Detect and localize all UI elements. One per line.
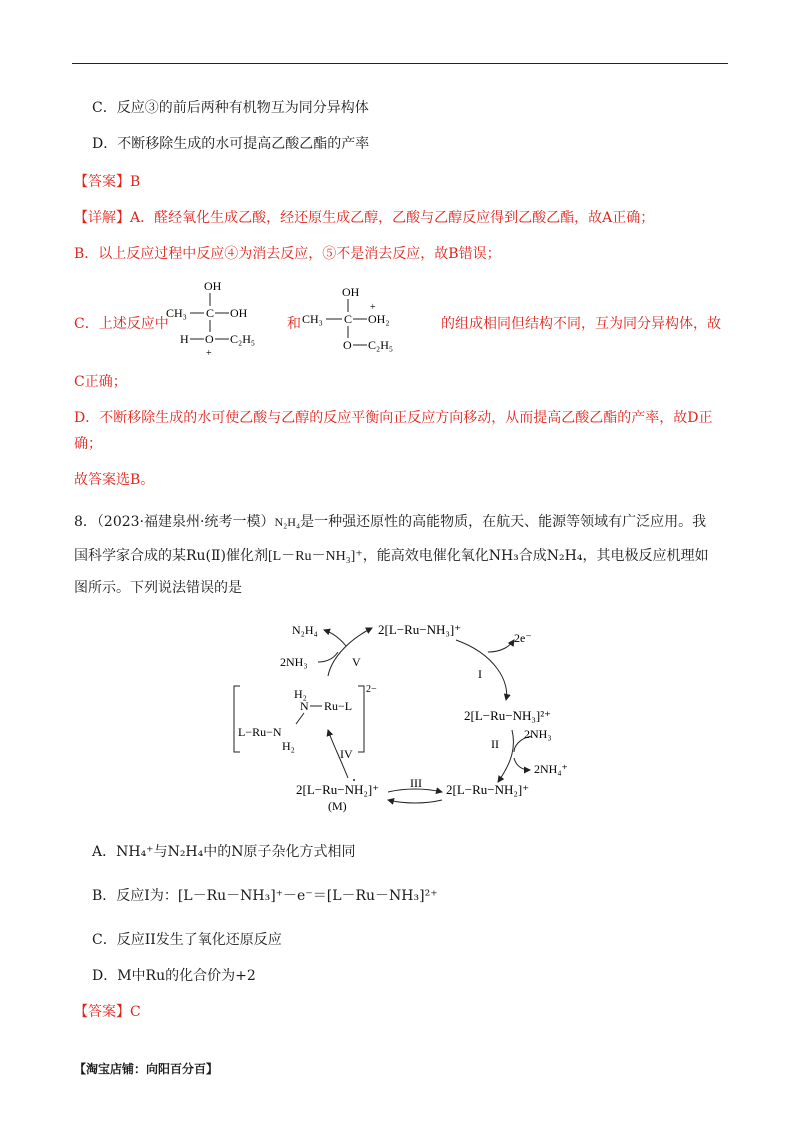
q8-line-3: 图所示。下列说法错误的是 — [74, 580, 242, 596]
q8-n2h4: N₂H₄ — [274, 515, 301, 529]
option-d: D．M中Ru的化合价为+2 — [92, 968, 256, 984]
q8-number: 8． — [74, 514, 97, 530]
struct-left-oh: OH — [204, 279, 222, 293]
mech-branch-2nh3 — [318, 652, 338, 662]
q8-line-1-rest: 是一种强还原性的高能物质，在航天、能源等领域有广泛应用。我 — [300, 514, 707, 530]
struct-left-oh2: OH — [230, 306, 248, 320]
mech-dimer-h2-bottom: H₂ — [282, 739, 295, 753]
mechanism-diagram — [220, 612, 600, 828]
struct-left-c2h5: C₂H₅ — [230, 332, 256, 346]
option-c-prev: C．反应③的前后两种有机物互为同分异构体 — [92, 100, 369, 116]
detail-line-3-suffix: 的组成相同但结构不同，互为同分异构体，故 — [441, 316, 721, 332]
struct-right-c2h5: C₂H₅ — [368, 338, 394, 352]
mech-bottom-right-species: 2[L−Ru−NH₂]⁺ — [446, 782, 530, 797]
mech-branch-e — [488, 640, 514, 652]
mech-branch-nh4 — [514, 758, 530, 770]
detail-line-2: B．以上反应过程中反应④为消去反应，⑤不是消去反应，故B错误； — [74, 246, 501, 262]
q8-line-2-b: ，能高效电催化氧化NH₃合成N₂H₄，其电极反应机理如 — [362, 548, 709, 564]
q8-catalyst: [L－Ru－NH₃]⁺ — [268, 549, 363, 564]
mech-step-i: I — [478, 667, 482, 681]
answer-label-prev: 【答案】B — [74, 174, 141, 190]
struct-left-ch3: CH₃ — [166, 306, 187, 320]
struct-left-c: C — [206, 306, 215, 320]
mech-m-label: (M) — [328, 799, 347, 813]
option-d-prev: D．不断移除生成的水可提高乙酸乙酯的产率 — [92, 136, 370, 152]
struct-left-h: H — [180, 332, 189, 346]
q8-line-1 — [74, 512, 706, 532]
mech-2nh3-in: 2NH₃ — [524, 727, 552, 741]
struct-right-oh: OH — [342, 285, 360, 299]
option-a: A．NH₄⁺与N₂H₄中的N原子杂化方式相同 — [92, 844, 356, 860]
struct-right-ch3: CH₃ — [302, 312, 323, 326]
q8-source: （2023·福建泉州·统考一模） — [96, 514, 275, 530]
mech-step-v: V — [352, 655, 361, 669]
mech-arc-ii — [498, 730, 513, 782]
struct-left-plus: + — [206, 348, 212, 359]
mech-top-species: 2[L−Ru−NH₃]⁺ — [378, 622, 462, 637]
detail-line-3-and: 和 — [287, 316, 301, 332]
mech-dimer-h2-top: H₂ — [294, 687, 307, 701]
mech-arrow-iii-back — [388, 800, 442, 803]
mech-step-iv: IV — [340, 747, 353, 761]
mech-right-species: 2[L−Ru−NH₃]²⁺ — [464, 708, 552, 723]
mech-dimer-charge: 2− — [366, 684, 377, 695]
structure-right — [296, 282, 406, 362]
mech-dimer-ru-l: Ru−L — [324, 699, 353, 713]
mech-bottom-left-species: 2[L−Ru−NH₂]⁺ — [296, 782, 380, 797]
footer-shop: 【淘宝店铺：向阳百分百】 — [74, 1062, 219, 1076]
mech-dimer-n-top: N — [300, 699, 309, 713]
struct-right-plus: + — [370, 302, 376, 313]
option-c: C．反应II发生了氧化还原反应 — [92, 932, 282, 948]
answer-label-q8: 【答案】C — [74, 1004, 141, 1020]
detail-line-4: D．不断移除生成的水可使乙酸与乙醇的反应平衡向正反应方向移动，从而提高乙酸乙酯的产率，故D正 — [74, 410, 713, 426]
mech-step-iii: III — [410, 776, 422, 790]
mech-dimer-l-ru-n: L−Ru−N — [238, 725, 282, 739]
mech-2nh3-v: 2NH₃ — [280, 655, 308, 669]
mech-branch-n2h4 — [324, 630, 346, 646]
detail-line-3-cont: C正确； — [74, 374, 127, 390]
struct-right-oh2: OH₂ — [368, 312, 390, 326]
struct-right-c: C — [344, 312, 353, 326]
detail-line-1: 【详解】A．醛经氧化生成乙酸，经还原生成乙醇，乙酸与乙醇反应得到乙酸乙酯，故A正确； — [74, 210, 655, 226]
struct-left-o: O — [205, 332, 214, 346]
q8-line-2-a: 国科学家合成的某Ru(Ⅱ)催化剂 — [74, 548, 268, 564]
mech-2e: 2e⁻ — [514, 631, 532, 645]
option-b: B．反应I为：[L－Ru－NH₃]⁺－e⁻＝[L－Ru－NH₃]²⁺ — [92, 888, 438, 904]
structure-left — [160, 276, 270, 362]
mech-n2h4-out: N₂H₄ — [292, 623, 318, 637]
q8-line-2 — [74, 546, 708, 567]
mech-step-ii: II — [491, 737, 499, 751]
struct-right-o: O — [343, 338, 352, 352]
detail-line-4-cont: 确； — [74, 436, 102, 452]
conclusion: 故答案选B。 — [74, 472, 155, 488]
detail-line-3-prefix: C．上述反应中 — [74, 316, 169, 332]
mech-2nh4-out: 2NH₄⁺ — [534, 762, 568, 776]
header-rule — [72, 63, 728, 64]
